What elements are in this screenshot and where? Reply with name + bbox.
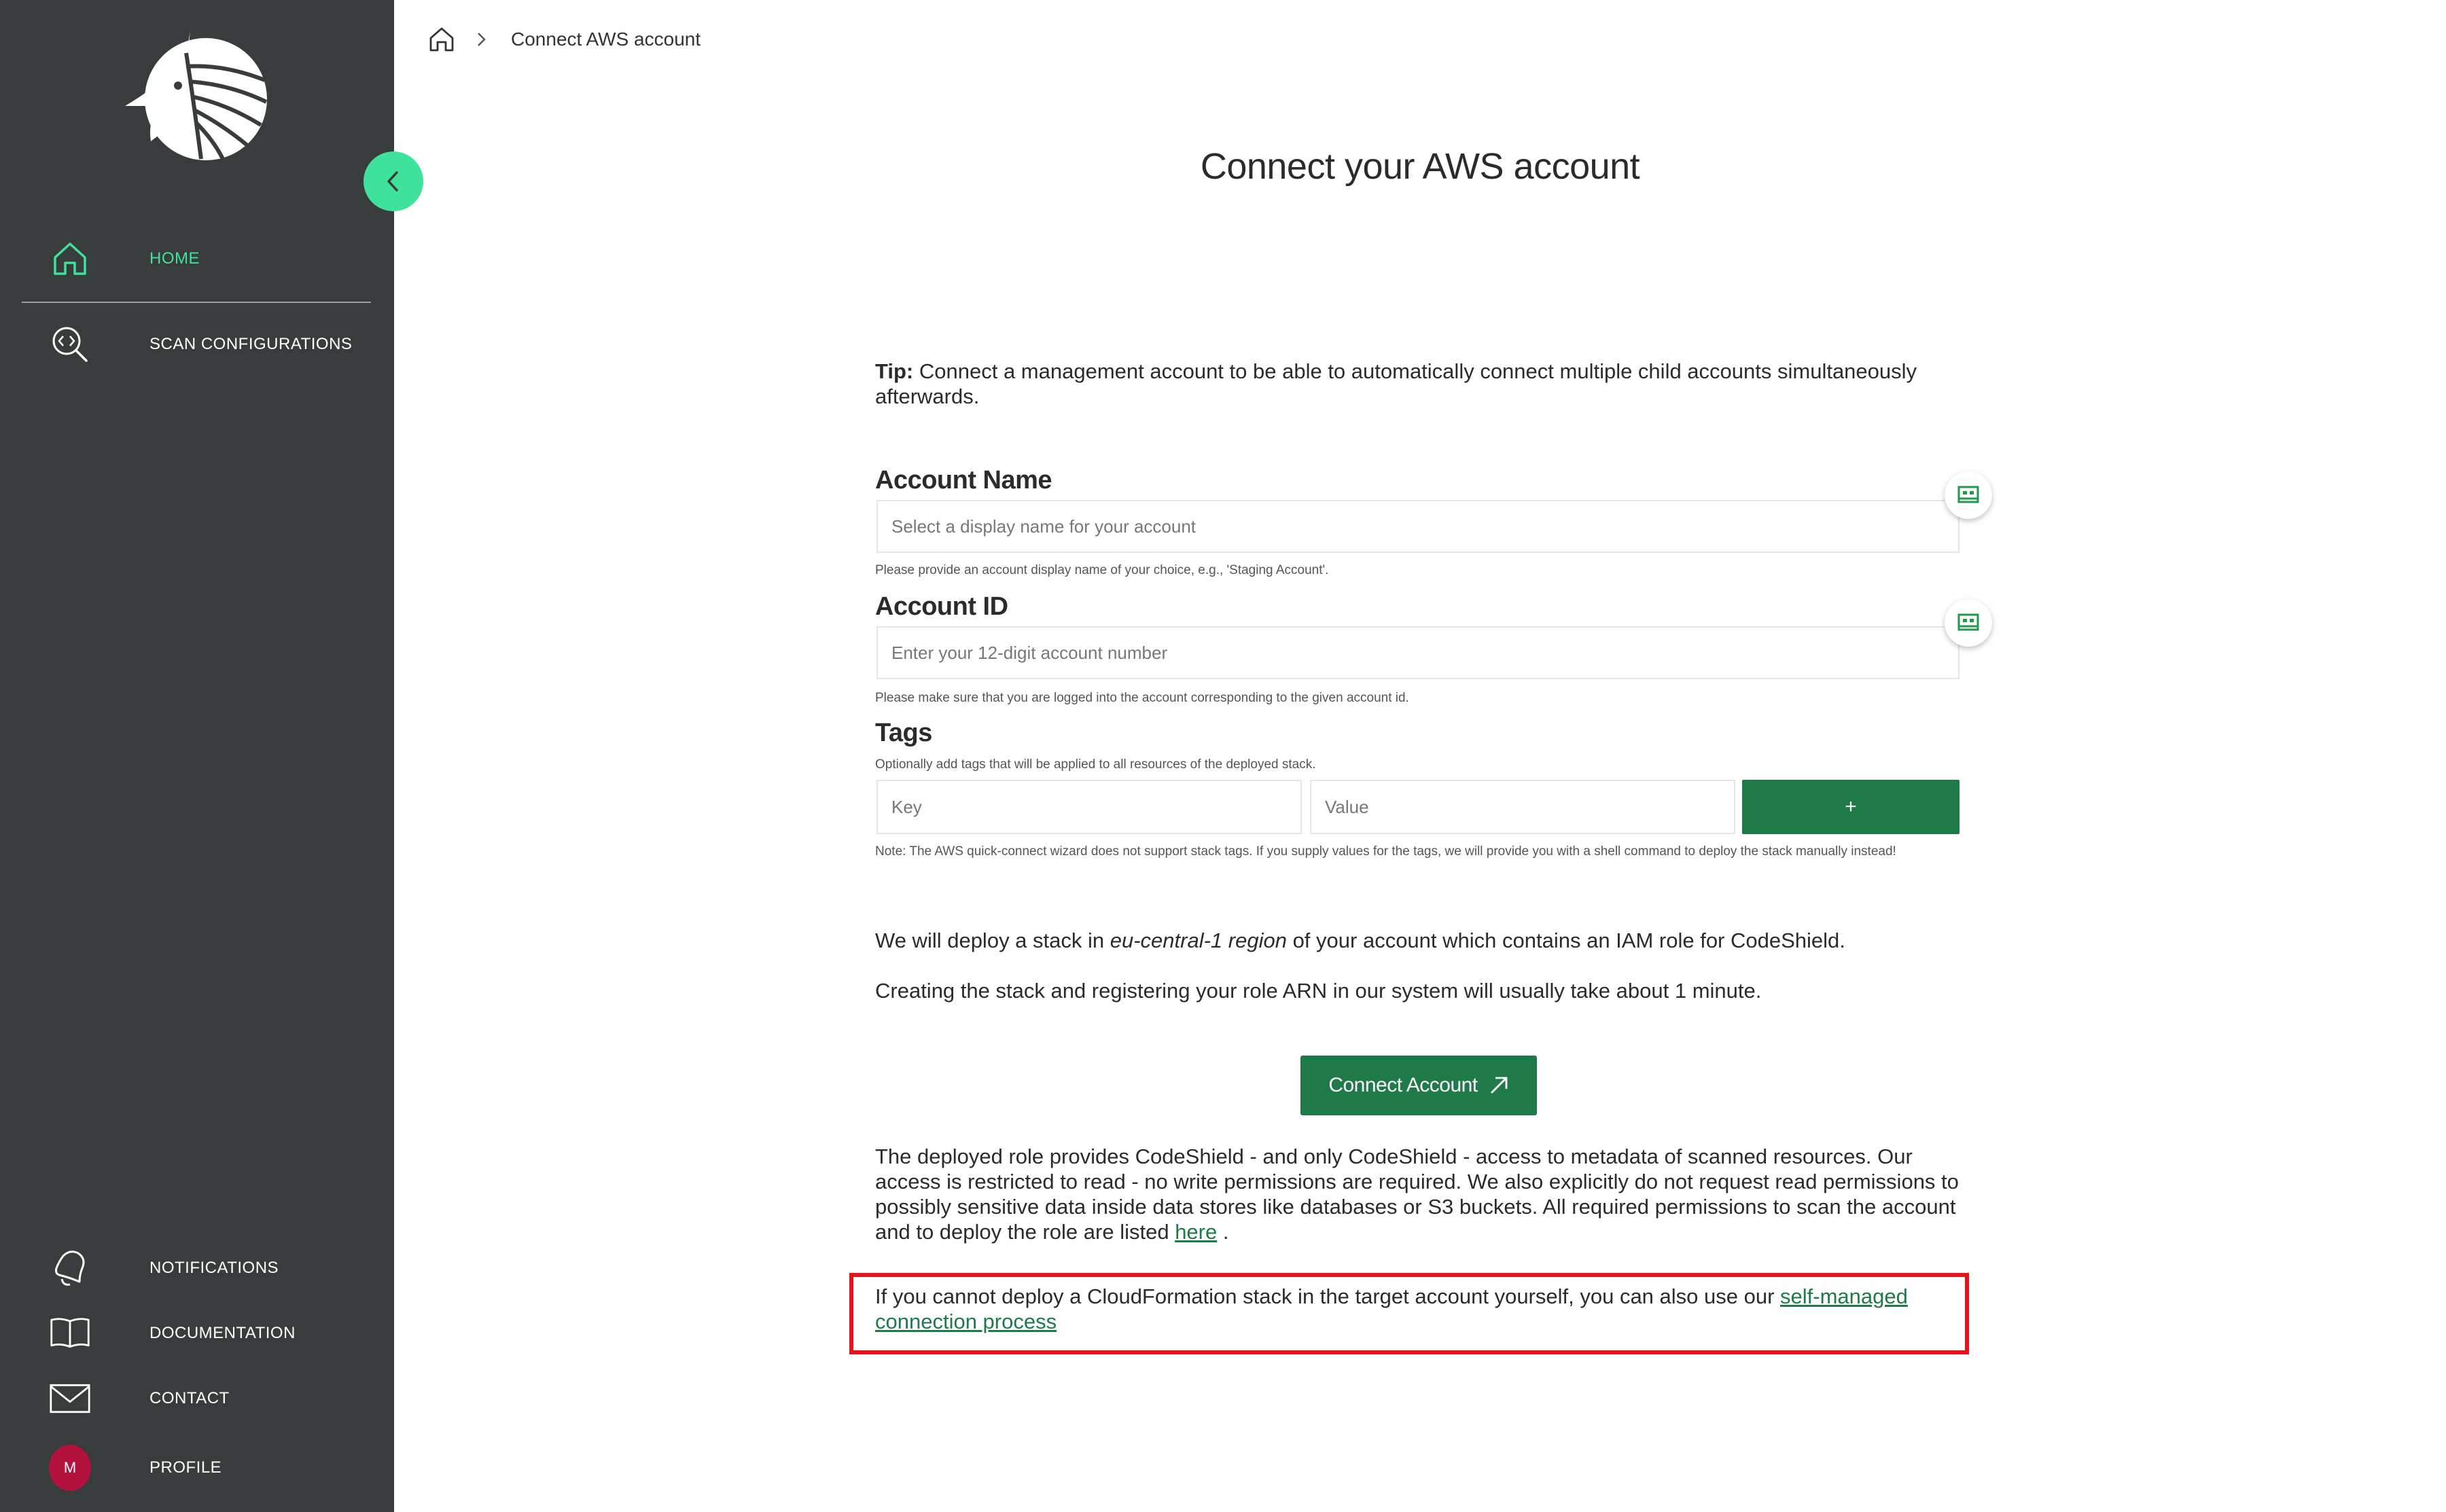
account-name-input[interactable]: [876, 500, 1960, 553]
tags-label: Tags: [875, 719, 932, 747]
sidebar-item-label: DOCUMENTATION: [149, 1324, 296, 1342]
sidebar-collapse-button[interactable]: [364, 151, 423, 211]
tag-key-input[interactable]: [876, 780, 1302, 834]
avatar-icon: [49, 1447, 91, 1489]
self-managed-text: [875, 1284, 1955, 1334]
page-title: Connect your AWS account: [1200, 146, 1640, 187]
tags-note: Note: The AWS quick-connect wizard does not support stack tags. If you supply values for the tags, we will provide you with a shell command to deploy the stack manually instead!: [875, 844, 1896, 859]
sidebar-item-profile[interactable]: [0, 1444, 394, 1492]
account-name-autofill-button[interactable]: [1945, 471, 1992, 519]
account-id-input[interactable]: [876, 626, 1960, 679]
autofill-icon: [1957, 485, 1980, 505]
breadcrumb-current: Connect AWS account: [511, 29, 701, 50]
book-icon: [49, 1312, 91, 1354]
account-id-autofill-button[interactable]: [1945, 599, 1992, 647]
tip-body: Connect a management account to be able to automatically connect multiple child accounts simultaneously afterwards.: [875, 359, 1917, 408]
scan-search-icon: [49, 323, 91, 365]
sidebar-item-label: HOME: [149, 249, 200, 268]
tip-text: [875, 359, 1960, 409]
permissions-text: [875, 1144, 1962, 1244]
bird-logo-icon[interactable]: [121, 26, 277, 168]
permissions-here-link[interactable]: here: [1175, 1220, 1218, 1244]
sidebar-item-notifications[interactable]: [0, 1246, 394, 1291]
account-name-helper: Please provide an account display name of your choice, e.g., 'Staging Account'.: [875, 563, 1329, 577]
chevron-left-icon: [382, 170, 405, 193]
sidebar-item-label: SCAN CONFIGURATIONS: [149, 335, 353, 353]
chevron-right-icon: [474, 31, 491, 48]
sidebar: [0, 0, 394, 1512]
breadcrumb-home-link[interactable]: [427, 24, 457, 54]
sidebar-item-label: CONTACT: [149, 1389, 230, 1407]
connect-account-label: Connect Account: [1328, 1074, 1478, 1096]
self-managed-body: If you cannot deploy a CloudFormation stack in the target account yourself, you can also use our: [875, 1284, 1781, 1308]
sidebar-item-label: PROFILE: [149, 1458, 222, 1477]
account-name-label: Account Name: [875, 466, 1052, 494]
tag-value-input[interactable]: [1310, 780, 1735, 834]
deploy-timing-text: Creating the stack and registering your role ARN in our system will usually take about 1 minute.: [875, 979, 1762, 1003]
autofill-icon: [1957, 613, 1980, 633]
account-id-label: Account ID: [875, 592, 1008, 621]
sidebar-item-scan-configurations[interactable]: [0, 322, 394, 367]
bell-icon: [49, 1247, 91, 1289]
tags-description: Optionally add tags that will be applied to all resources of the deployed stack.: [875, 757, 1316, 772]
permissions-body: The deployed role provides CodeShield - and only CodeShield - access to metadata of scanned resources. Our access is restricted to read - no write permissions are required. We also explicitly do not request read permissions to possibly sensitive data inside data stores like databases or S3 buckets. All required permissions to scan the account and to deploy the role are listed: [875, 1145, 1959, 1244]
account-id-helper: Please make sure that you are logged into the account corresponding to the given account id.: [875, 691, 1409, 705]
sidebar-item-home[interactable]: [0, 236, 394, 281]
external-link-icon: [1478, 1075, 1509, 1096]
tip-label: Tip:: [875, 359, 914, 383]
add-tag-button[interactable]: +: [1742, 780, 1960, 834]
self-managed-connection-link[interactable]: self-managed connection process: [875, 1284, 1908, 1333]
deploy-region: eu-central-1 region: [1110, 929, 1287, 952]
deploy-text-part1: We will deploy a stack in: [875, 929, 1110, 952]
connect-account-button[interactable]: [1300, 1056, 1537, 1115]
mail-icon: [49, 1378, 91, 1420]
sidebar-divider: [22, 302, 371, 303]
deploy-text-part2: of your account which contains an IAM role for CodeShield.: [1286, 929, 1845, 952]
permissions-after: .: [1217, 1220, 1229, 1244]
sidebar-item-contact[interactable]: [0, 1376, 394, 1421]
deploy-region-text: [875, 928, 1962, 953]
sidebar-item-documentation[interactable]: [0, 1311, 394, 1356]
avatar: M: [49, 1445, 91, 1491]
sidebar-item-label: NOTIFICATIONS: [149, 1259, 279, 1277]
breadcrumb: [427, 23, 701, 56]
home-icon: [49, 238, 91, 280]
home-icon: [428, 26, 455, 53]
